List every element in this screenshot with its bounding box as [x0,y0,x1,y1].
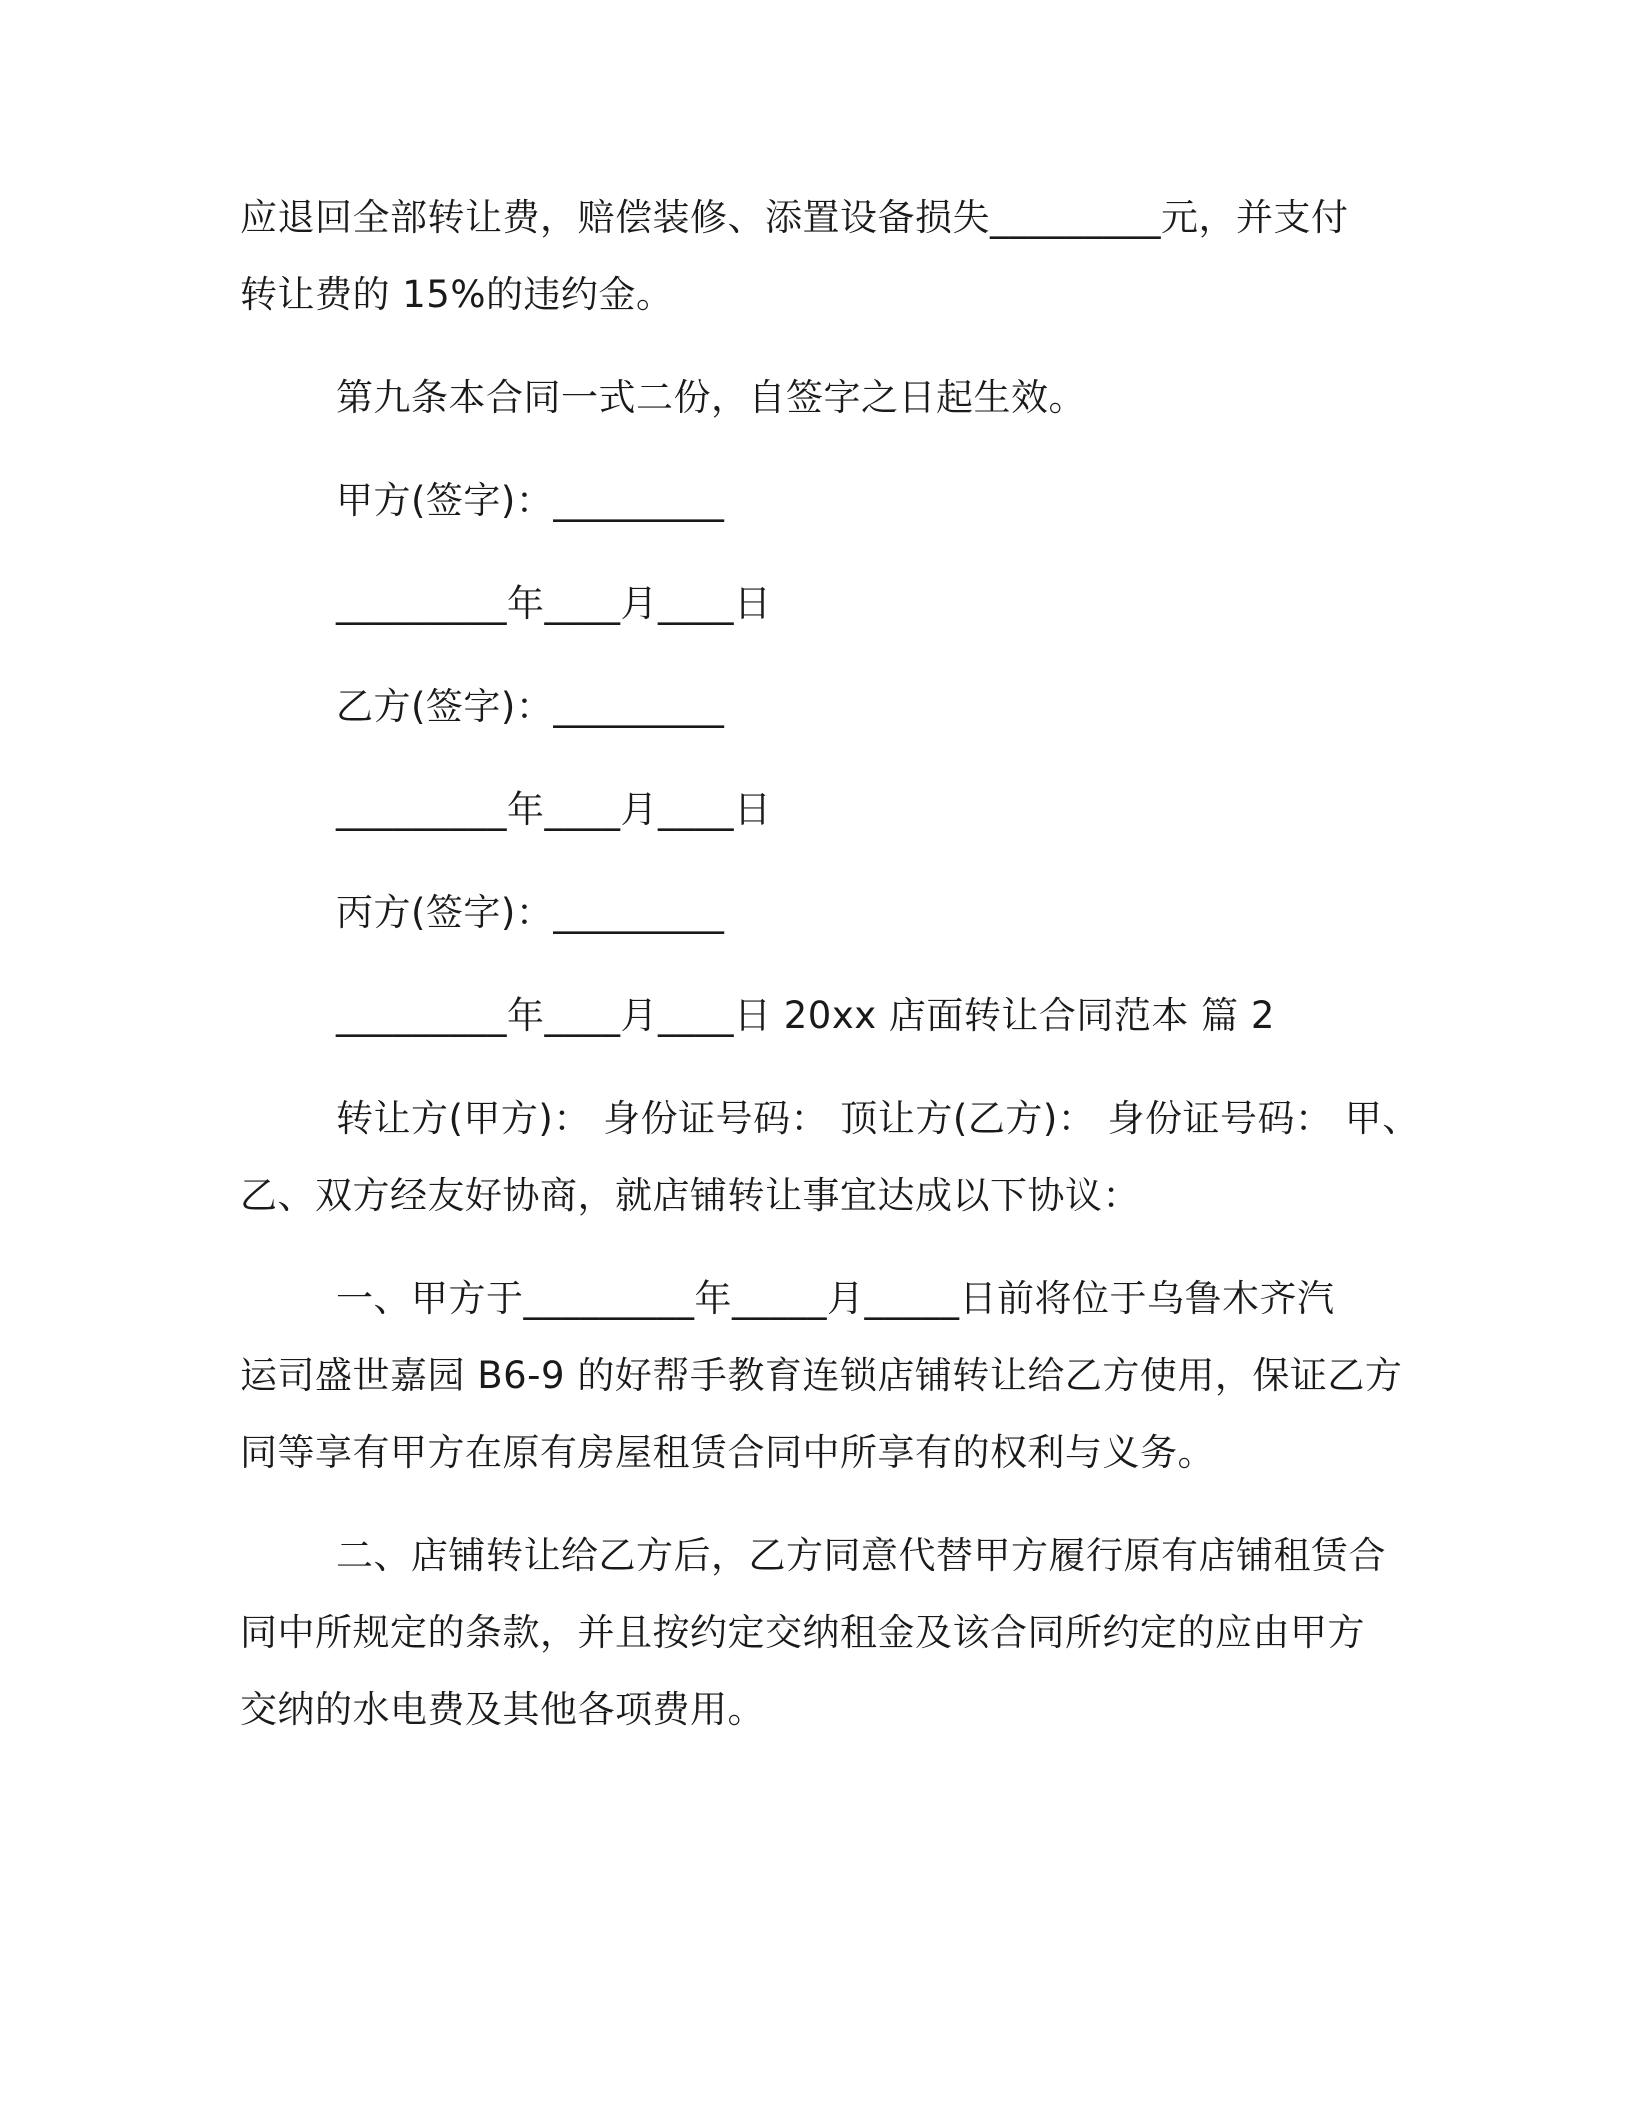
text-line: 转让费的 15%的违约金。 [240,273,674,316]
date-line: _________年____月____日 [336,788,772,831]
text-line: 转让方(甲方)： 身份证号码： 顶让方(乙方)： 身份证号码： 甲、 [336,1097,1420,1140]
date-line-and-title: _________年____月____日 20xx 店面转让合同范本 篇 2 [336,994,1275,1037]
signature-line-party-c: 丙方(签字)：_________ [336,891,725,934]
text-line: 二、店铺转让给乙方后，乙方同意代替甲方履行原有店铺租赁合 [336,1534,1386,1577]
text-line: 运司盛世嘉园 B6-9 的好帮手教育连锁店铺转让给乙方使用，保证乙方 [240,1354,1403,1397]
text-line: 交纳的水电费及其他各项费用。 [240,1688,765,1731]
text-line: 同等享有甲方在原有房屋租赁合同中所享有的权利与义务。 [240,1431,1215,1474]
text-line: 应退回全部转让费，赔偿装修、添置设备损失_________元，并支付 [240,196,1349,239]
date-line: _________年____月____日 [336,582,772,625]
signature-line-party-a: 甲方(签字)：_________ [336,479,725,522]
text-line: 第九条本合同一式二份，自签字之日起生效。 [336,376,1086,419]
text-line: 一、甲方于_________年_____月_____日前将位于乌鲁木齐汽 [336,1277,1335,1320]
signature-line-party-b: 乙方(签字)：_________ [336,685,725,728]
text-line: 乙、双方经友好协商，就店铺转让事宜达成以下协议： [240,1174,1140,1217]
text-line: 同中所规定的条款，并且按约定交纳租金及该合同所约定的应由甲方 [240,1611,1365,1654]
